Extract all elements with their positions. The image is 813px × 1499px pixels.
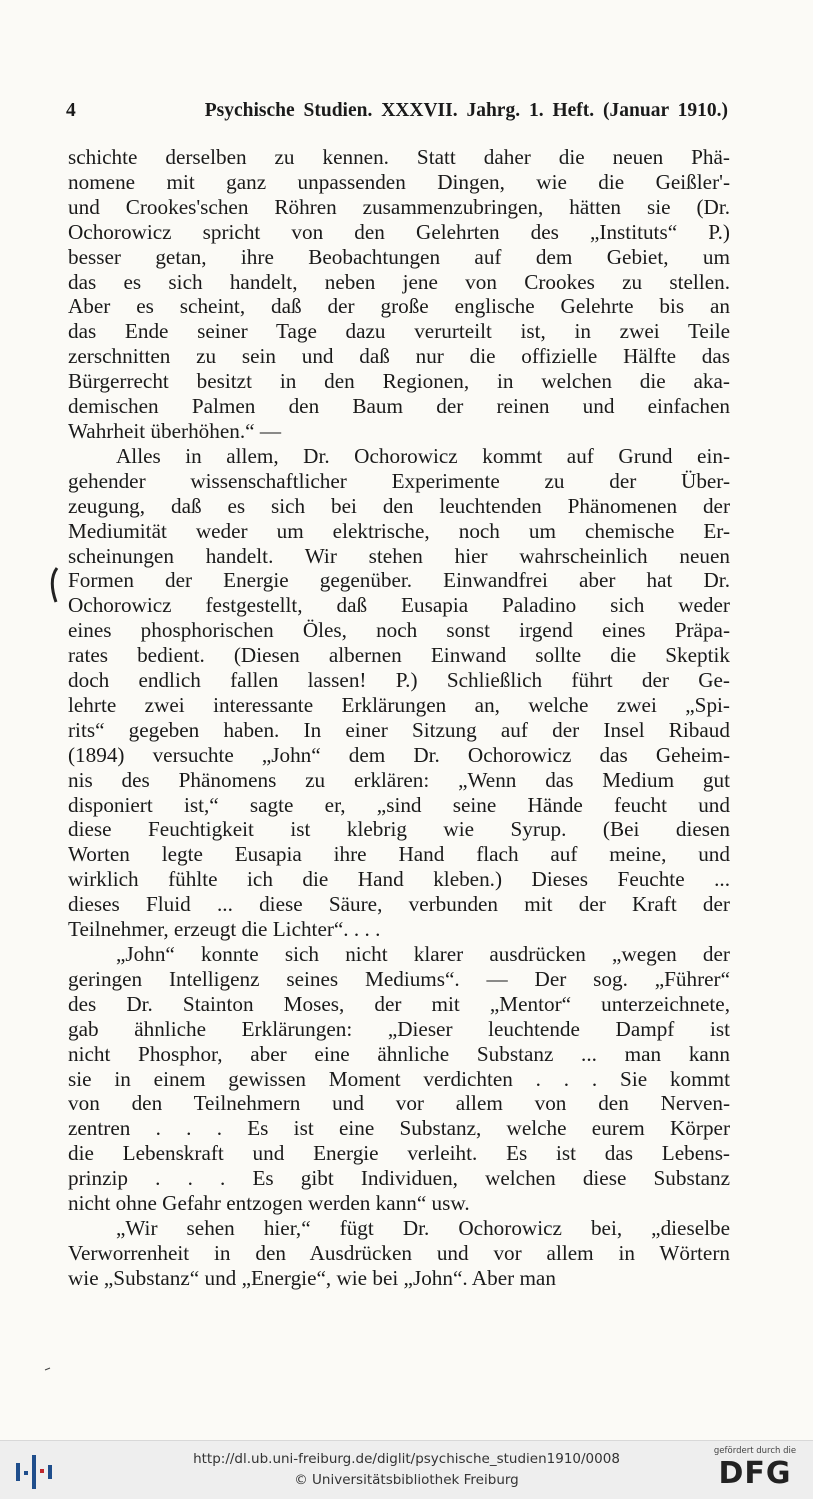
text-line: von den Teilnehmern und vor allem von den Nerven- — [68, 1091, 730, 1116]
paragraph — [68, 444, 730, 942]
text-line: zentren . . . Es ist eine Substanz, welche eurem Körper — [68, 1116, 730, 1141]
copyright-note: © Universitätsbibliothek Freiburg — [294, 1472, 519, 1488]
paragraph — [68, 1216, 730, 1291]
text-line: Teilnehmer, erzeugt die Lichter“. . . . — [68, 917, 381, 942]
text-line: dieses Fluid ... diese Säure, verbunden mit der Kraft der — [68, 892, 730, 917]
text-line: schichte derselben zu kennen. Statt daher die neuen Phä- — [68, 145, 730, 169]
text-line: nicht ohne Gefahr entzogen werden kann“ usw. — [68, 1191, 470, 1216]
scan-speck-icon — [44, 1366, 52, 1372]
text-line: „Wir sehen hier,“ fügt Dr. Ochorowicz bei, „dieselbe — [116, 1215, 730, 1240]
text-line: und Crookes'schen Röhren zusammenzubringen, hätten sie (Dr. — [68, 194, 730, 219]
text-line: eines phosphorischen Öles, noch sonst irgend eines Präpa- — [68, 618, 730, 643]
text-line: gab ähnliche Erklärungen: „Dieser leuchtende Dampf ist — [68, 1016, 730, 1041]
text-line: geringen Intelligenz seines Mediums“. — Der sog. „Führer“ — [68, 966, 730, 991]
body-text — [68, 145, 730, 1291]
running-header — [66, 100, 728, 122]
text-line: des Dr. Stainton Moses, der mit „Mentor“ unterzeichnete, — [68, 991, 730, 1016]
text-line: Alles in allem, Dr. Ochorowicz kommt auf Grund ein- — [116, 443, 730, 468]
text-line: Ochorowicz spricht von den Gelehrten des „Instituts“ P.) — [68, 219, 730, 244]
text-line: das es sich handelt, neben jene von Crookes zu stellen. — [68, 269, 730, 294]
text-line: sie in einem gewissen Moment verdichten . . . Sie kommt — [68, 1066, 730, 1091]
text-line: nis des Phänomens zu erklären: „Wenn das Medium gut — [68, 767, 730, 792]
running-title: Psychische Studien. XXXVII. Jahrg. 1. Heft. (Januar 1910.) — [204, 100, 728, 121]
text-line: wie „Substanz“ und „Energie“, wie bei „John“. Aber man — [68, 1265, 556, 1290]
text-line: zeugung, daß es sich bei den leuchtenden Phänomenen der — [68, 493, 730, 518]
text-line: prinzip . . . Es gibt Individuen, welchen diese Substanz — [68, 1166, 730, 1191]
text-line: die Lebenskraft und Energie verleiht. Es ist das Lebens- — [68, 1141, 730, 1166]
text-line: Wahrheit überhöhen.“ — — [68, 418, 282, 443]
paragraph — [68, 942, 730, 1216]
text-line: demischen Palmen den Baum der reinen und einfachen — [68, 394, 730, 419]
text-line: doch endlich fallen lassen! P.) Schließlich führt der Ge- — [68, 668, 730, 693]
text-line: nicht Phosphor, aber eine ähnliche Substanz ... man kann — [68, 1041, 730, 1066]
text-line: Verworrenheit in den Ausdrücken und vor allem in Wörtern — [68, 1240, 730, 1265]
text-line: Formen der Energie gegenüber. Einwandfrei aber hat Dr. — [68, 568, 730, 593]
text-line: Mediumität weder um elektrische, noch um chemische Er- — [68, 518, 730, 543]
footer-bar — [0, 1440, 813, 1499]
text-line: Bürgerrecht besitzt in den Regionen, in welchen die aka- — [68, 369, 730, 394]
text-line: rits“ gegeben haben. In einer Sitzung auf der Insel Ribaud — [68, 717, 730, 742]
text-line: wirklich fühlte ich die Hand kleben.) Dieses Feuchte ... — [68, 867, 730, 892]
text-line: nomene mit ganz unpassenden Dingen, wie die Geißler'- — [68, 169, 730, 194]
text-line: diese Feuchtigkeit ist klebrig wie Syrup. (Bei diesen — [68, 817, 730, 842]
margin-mark-icon — [48, 566, 62, 606]
text-line: Ochorowicz festgestellt, daß Eusapia Paladino sich weder — [68, 593, 730, 618]
text-line: rates bedient. (Diesen albernen Einwand sollte die Skeptik — [68, 643, 730, 668]
text-line: „John“ konnte sich nicht klarer ausdrücken „wegen der — [116, 942, 730, 966]
text-line: disponiert ist,“ sagte er, „sind seine Hände feucht und — [68, 792, 730, 817]
page-number: 4 — [66, 100, 76, 121]
paragraph — [68, 145, 730, 444]
text-line: scheinungen handelt. Wir stehen hier wahrscheinlich neuen — [68, 543, 730, 568]
dfg-logo-icon: DFG — [718, 1456, 792, 1491]
text-line: gehender wissenschaftlicher Experimente zu der Über- — [68, 468, 730, 493]
text-line: (1894) versuchte „John“ dem Dr. Ochorowicz das Geheim- — [68, 742, 730, 767]
funding-note: gefördert durch die — [713, 1446, 797, 1456]
text-line: Worten legte Eusapia ihre Hand flach auf meine, und — [68, 842, 730, 867]
source-url-link[interactable]: http://dl.ub.uni-freiburg.de/diglit/psychische_studien1910/0008 — [193, 1451, 620, 1467]
text-line: Aber es scheint, daß der große englische Gelehrte bis an — [68, 294, 730, 319]
text-line: das Ende seiner Tage dazu verurteilt ist, in zwei Teile — [68, 319, 730, 344]
text-line: zerschnitten zu sein und daß nur die offizielle Hälfte das — [68, 344, 730, 369]
text-line: besser getan, ihre Beobachtungen auf dem Gebiet, um — [68, 244, 730, 269]
text-line: lehrte zwei interessante Erklärungen an, welche zwei „Spi- — [68, 692, 730, 717]
